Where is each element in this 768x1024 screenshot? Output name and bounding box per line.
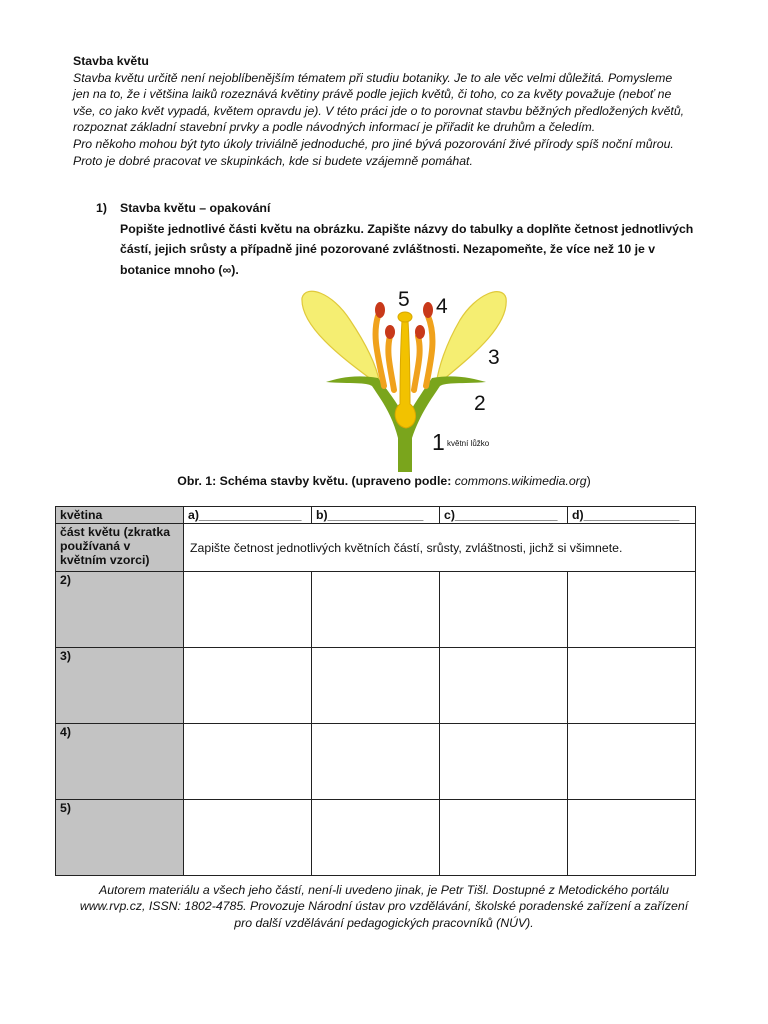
table-subheader-row <box>56 524 696 572</box>
table-row <box>56 572 696 648</box>
intro-paragraph-2: Pro někoho mohou být tyto úkoly triviálně jednoduché, pro jiné bývá pozorování živé přírody spíš noční můrou. Proto je dobré pracovat ve skupinkách, kde si budete vzájemně pomáhat. <box>73 136 674 168</box>
table-cell[interactable] <box>568 648 696 724</box>
table-cell[interactable] <box>312 724 440 800</box>
stamen-right-outer <box>426 316 432 386</box>
flower-table <box>55 506 696 876</box>
anther-left-inner <box>385 325 395 339</box>
label-2: 2 <box>474 392 486 415</box>
table-cell[interactable] <box>440 572 568 648</box>
label-4: 4 <box>436 295 448 318</box>
table-cell[interactable] <box>440 648 568 724</box>
section-1 <box>96 198 696 280</box>
petal-left <box>302 291 380 386</box>
table-cell[interactable] <box>184 724 312 800</box>
header-a[interactable]: a)_______________ <box>184 507 312 524</box>
table-cell[interactable] <box>184 572 312 648</box>
table-cell[interactable] <box>184 800 312 876</box>
stamen-right-inner <box>414 336 420 390</box>
section-instruction: Popište jednotlivé části květu na obrázku. Zapište názvy do tabulky a doplňte četnost jednotlivých částí, jejich srůsty a případně jiné pozorované zvláštnosti. Nezapomeňte, že více než 10 je v botanice mnoho (∞). <box>120 221 694 277</box>
intro-paragraph-1: Stavba květu určitě není nejoblíbenějším tématem při studiu botaniky. Je to ale věc velmi důležitá. Pomysleme jen na to, že i většina laiků rozeznává květiny právě podle jejich květů, či toho, co za květy považuje (neboť ne vše, co jako květ vypadá, květem opravdu je). V této práci jde o to porovnat stavbu běžných předložených květů, rozpoznat základní stavební prvky a podle návodných informací je přiřadit ke druhům a čeledím. <box>73 70 685 135</box>
table-cell[interactable] <box>568 572 696 648</box>
table-note: Zapište četnost jednotlivých květních částí, srůsty, zvláštnosti, jichž si všimnete. <box>184 524 696 572</box>
caption-prefix: Obr. 1: Schéma stavby květu. (upraveno podle: <box>177 474 455 488</box>
header-b[interactable]: b)______________ <box>312 507 440 524</box>
table-row <box>56 648 696 724</box>
section-number: 1) <box>96 201 107 215</box>
table-cell[interactable] <box>312 572 440 648</box>
label-5: 5 <box>398 288 410 311</box>
caption-source: commons.wikimedia.org <box>454 474 587 488</box>
table-cell[interactable] <box>568 724 696 800</box>
intro-block <box>73 53 691 169</box>
table-row <box>56 724 696 800</box>
anther-right-inner <box>415 325 425 339</box>
table-cell[interactable] <box>312 800 440 876</box>
document-title: Stavba květu <box>73 54 149 68</box>
flower-diagram <box>296 286 516 472</box>
table-cell[interactable] <box>568 800 696 876</box>
stamen-left-inner <box>388 336 394 390</box>
header-c[interactable]: c)_______________ <box>440 507 568 524</box>
caption-suffix: ) <box>586 474 591 488</box>
figure-caption <box>0 474 768 488</box>
table-header-row <box>56 507 696 524</box>
table-row <box>56 800 696 876</box>
header-flower: květina <box>56 507 184 524</box>
anther-left-outer <box>375 302 385 318</box>
section-heading: Stavba květu – opakování <box>120 201 271 215</box>
stigma <box>398 312 412 322</box>
pistil <box>395 320 415 428</box>
row-label: 4) <box>56 724 184 800</box>
row-label: 5) <box>56 800 184 876</box>
table-cell[interactable] <box>312 648 440 724</box>
row-label: 2) <box>56 572 184 648</box>
footer-credit: Autorem materiálu a všech jeho částí, není-li uvedeno jinak, je Petr Tišl. Dostupné z Metodického portálu www.rvp.cz, ISSN: 1802-4785. Provozuje Národní ústav pro vzdělávání, školské poradenské zařízení a zařízení pro další vzdělávání pedagogických pracovníků (NÚV). <box>79 883 689 930</box>
table-cell[interactable] <box>440 724 568 800</box>
label-3: 3 <box>488 346 500 369</box>
table-cell[interactable] <box>440 800 568 876</box>
label-1: 1 <box>432 429 445 455</box>
header-d[interactable]: d)______________ <box>568 507 696 524</box>
label-receptacle: květní lůžko <box>447 439 490 448</box>
table-cell[interactable] <box>184 648 312 724</box>
anther-right-outer <box>423 302 433 318</box>
part-label: část květu (zkratka používaná v květním vzorci) <box>56 524 184 572</box>
row-label: 3) <box>56 648 184 724</box>
